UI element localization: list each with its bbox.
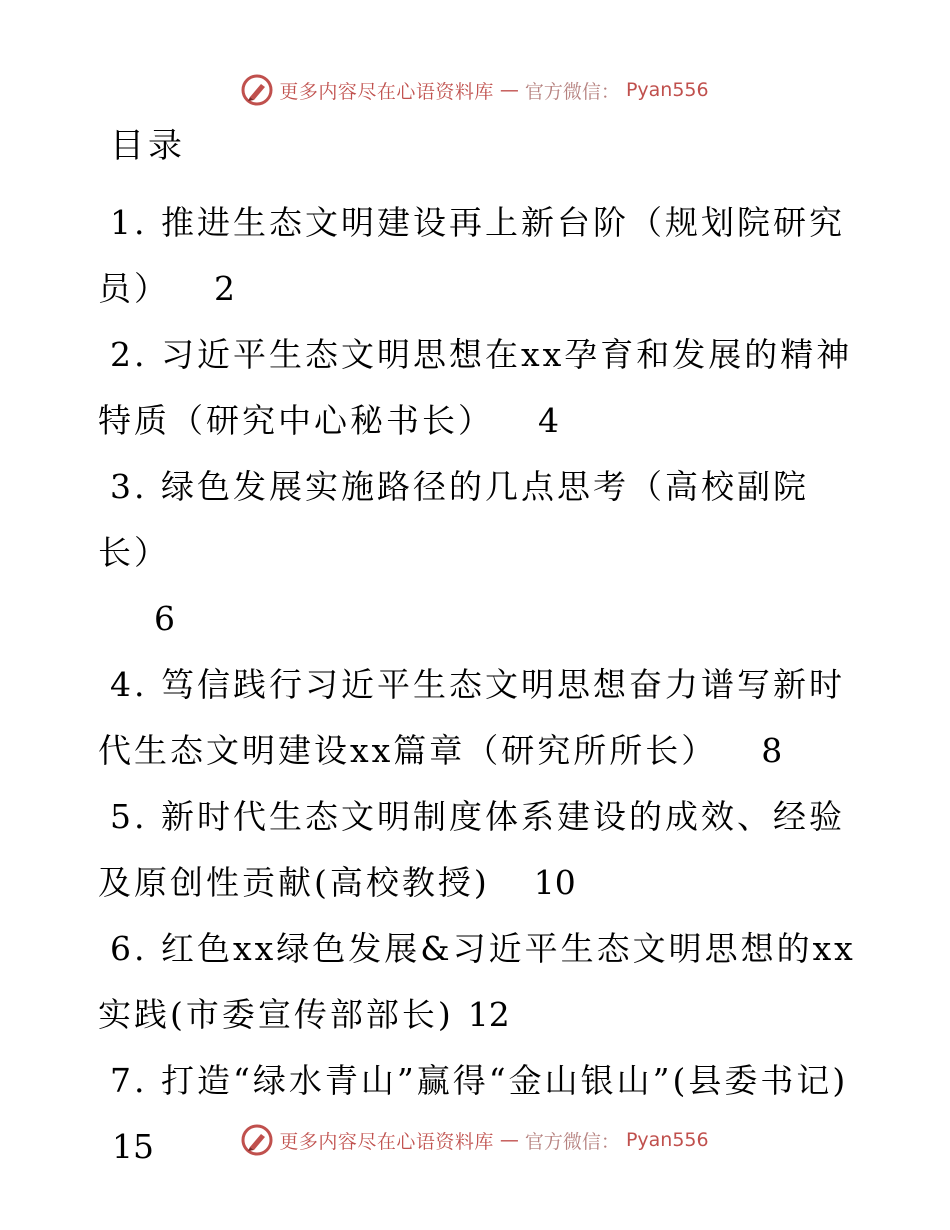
toc-page-number: 2 (214, 269, 235, 308)
toc-item[interactable] (98, 454, 858, 652)
toc-page-number: 12 (467, 995, 510, 1034)
toc-item-text: 7. 打造“绿水青山”赢得“金山银山”(县委书记) (110, 1061, 849, 1100)
watermark-dash: — (499, 79, 519, 101)
toc-item-text: 4. 笃信践行习近平生态文明思想奋力谱写新时代生态文明建设xx篇章（研究所所长） (98, 665, 845, 770)
toc-item-text: 3. 绿色发展实施路径的几点思考（高校副院长） (98, 467, 809, 572)
watermark-side-text: 官方微信： (524, 80, 620, 103)
header-watermark (0, 70, 950, 110)
toc-page-number: 8 (761, 731, 783, 770)
toc-page-number: 10 (533, 863, 576, 902)
toc-item[interactable] (98, 190, 858, 322)
toc-item[interactable] (98, 652, 858, 784)
watermark-wechat-id: Pyan556 (625, 1129, 709, 1151)
watermark-dash: — (499, 1129, 519, 1151)
toc-item[interactable] (98, 916, 858, 1048)
toc-item-text: 2. 习近平生态文明思想在xx孕育和发展的精神特质（研究中心秘书长） (98, 335, 853, 440)
toc-item-text: 6. 红色xx绿色发展&习近平生态文明思想的xx实践(市委宣传部部长) (98, 929, 856, 1034)
watermark-wechat-id: Pyan556 (625, 79, 709, 101)
toc-item-text: 5. 新时代生态文明制度体系建设的成效、经验及原创性贡献(高校教授) (98, 797, 845, 902)
watermark-main-text: 更多内容尽在心语资料库 (279, 80, 494, 103)
toc-list (98, 190, 858, 1180)
pen-logo-icon (241, 74, 273, 106)
toc-page-number: 15 (112, 1127, 154, 1166)
toc-item[interactable] (98, 1048, 858, 1180)
pen-logo-icon (241, 1124, 273, 1156)
toc-item-text: 1. 推进生态文明建设再上新台阶（规划院研究员） (98, 203, 845, 308)
toc-title: 目录 (110, 126, 186, 166)
toc-item[interactable] (98, 784, 858, 916)
watermark-main-text: 更多内容尽在心语资料库 (279, 1130, 494, 1153)
footer-watermark (0, 1120, 950, 1160)
watermark-side-text: 官方微信： (524, 1130, 620, 1153)
toc-page-number: 6 (154, 599, 175, 638)
toc-item[interactable] (98, 322, 858, 454)
toc-page-number: 4 (538, 401, 559, 440)
